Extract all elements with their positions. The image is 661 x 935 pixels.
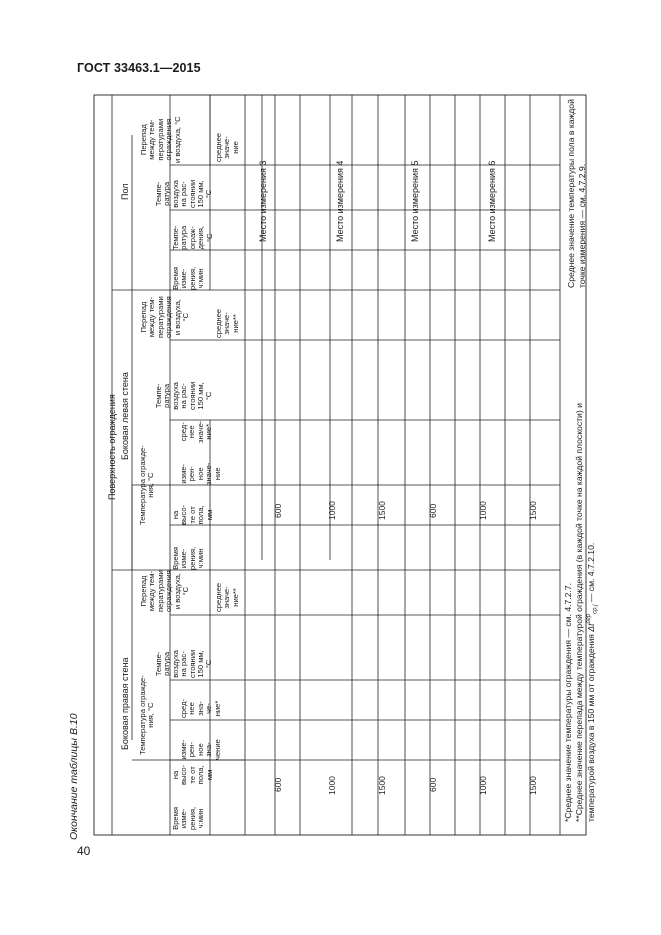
lw-average-header: сред- нее значе- ние* xyxy=(179,420,214,443)
delta-t-sup: огр xyxy=(586,613,592,624)
rw-height-value: 1000 xyxy=(327,776,337,795)
floor-place: Место измерения 5 xyxy=(410,160,420,242)
lw-height-value: 1000 xyxy=(478,501,488,520)
lw-measured-header: изме- рен- ное значе- ние xyxy=(179,462,222,485)
floor-diff-avg-header: среднее значе- ние xyxy=(214,132,240,162)
lw-time-header: Время изме- рения, ч:мин xyxy=(171,546,206,570)
lw-air-temp-header: Темпе- ратура воздуха на рас- стоянии 150 мм, °С xyxy=(154,381,214,410)
rw-time-header: Время изме- рения, ч:мин xyxy=(171,806,206,830)
delta-t-symbol xyxy=(585,604,599,632)
floor-time-header: Время изме- рения, ч:мин xyxy=(171,266,206,290)
lw-height-header: на высо- те от пола, мм xyxy=(171,504,214,525)
lw-temp-group-header: Температура огражде- ния, °С xyxy=(138,445,156,525)
rw-measured-header: изме- рен- ное зна- чение xyxy=(179,739,222,760)
footnote-3-ref: — см. 4.7.2.10. xyxy=(585,542,596,603)
floor-title: Пол xyxy=(120,183,130,200)
rw-height-value: 1500 xyxy=(377,776,387,795)
rw-height-header: на высо- те от пола, мм xyxy=(171,764,214,785)
delta-t-sub: ср.j xyxy=(592,604,599,614)
rw-air-temp-header: Темпе- ратура воздуха на рас- стоянии 150 мм, °С xyxy=(154,649,214,678)
right-wall-title: Боковая правая стена xyxy=(120,657,130,750)
floor-footnote: Среднее значение температуры пола в каждой точке измерения — см. 4.7.2.9. xyxy=(566,99,587,288)
footnote-1: *Среднее значение температуры ограждения — см. 4.7.2.7. xyxy=(563,582,573,822)
rw-average-header: сред- нее зна- че- ние* xyxy=(179,698,222,718)
rw-diff-header: Перепад между тем- пературами ограждения и воздуха, °С xyxy=(139,570,191,612)
lw-height-value: 1500 xyxy=(377,501,387,520)
floor-air-temp-header: Темпе- ратура воздуха на рас- стоянии 150 мм, °С xyxy=(154,179,214,208)
left-wall-title: Боковая левая стена xyxy=(120,372,130,460)
delta-t-main: Δt xyxy=(585,623,596,632)
rw-temp-group-header: Температура огражде- ния, °С xyxy=(138,675,156,755)
lw-height-value: 600 xyxy=(428,503,438,518)
floor-place: Место измерения 4 xyxy=(335,160,345,242)
floor-place: Место измерения 3 xyxy=(258,160,268,242)
lw-diff-avg-header: среднее значе- ние** xyxy=(214,308,240,338)
lw-height-value: 1000 xyxy=(327,501,337,520)
rw-height-value: 1000 xyxy=(478,776,488,795)
surface-header: Поверхность ограждения xyxy=(107,394,117,500)
footnote-2: **Среднее значение перепада между температурой ограждения (в каждой точке на каждой плоскости) и xyxy=(574,403,584,822)
floor-surface-temp-header: Темпе- ратура ограж- дения, °С xyxy=(171,225,214,250)
footnote-3 xyxy=(584,543,601,822)
page-number: 40 xyxy=(77,844,91,858)
lw-diff-header: Перепад между тем- пературами ограждения и воздуха, °С xyxy=(139,296,191,338)
table-caption: Окончание таблицы В.10 xyxy=(68,713,80,840)
floor-place: Место измерения 6 xyxy=(487,160,497,242)
lw-height-value: 600 xyxy=(273,503,283,518)
rw-height-value: 600 xyxy=(428,777,438,792)
floor-diff-header: Перепад между тем- пературами ограждения и воздуха, °С xyxy=(139,116,182,163)
rw-height-value: 1500 xyxy=(528,776,538,795)
rw-diff-avg-header: среднее значе- ние** xyxy=(214,582,240,612)
document-title: ГОСТ 33463.1—2015 xyxy=(77,61,201,75)
footnote-3-text: температурой воздуха в 150 мм от ограждения xyxy=(585,634,596,822)
rw-height-value: 600 xyxy=(273,777,283,792)
lw-height-value: 1500 xyxy=(528,501,538,520)
